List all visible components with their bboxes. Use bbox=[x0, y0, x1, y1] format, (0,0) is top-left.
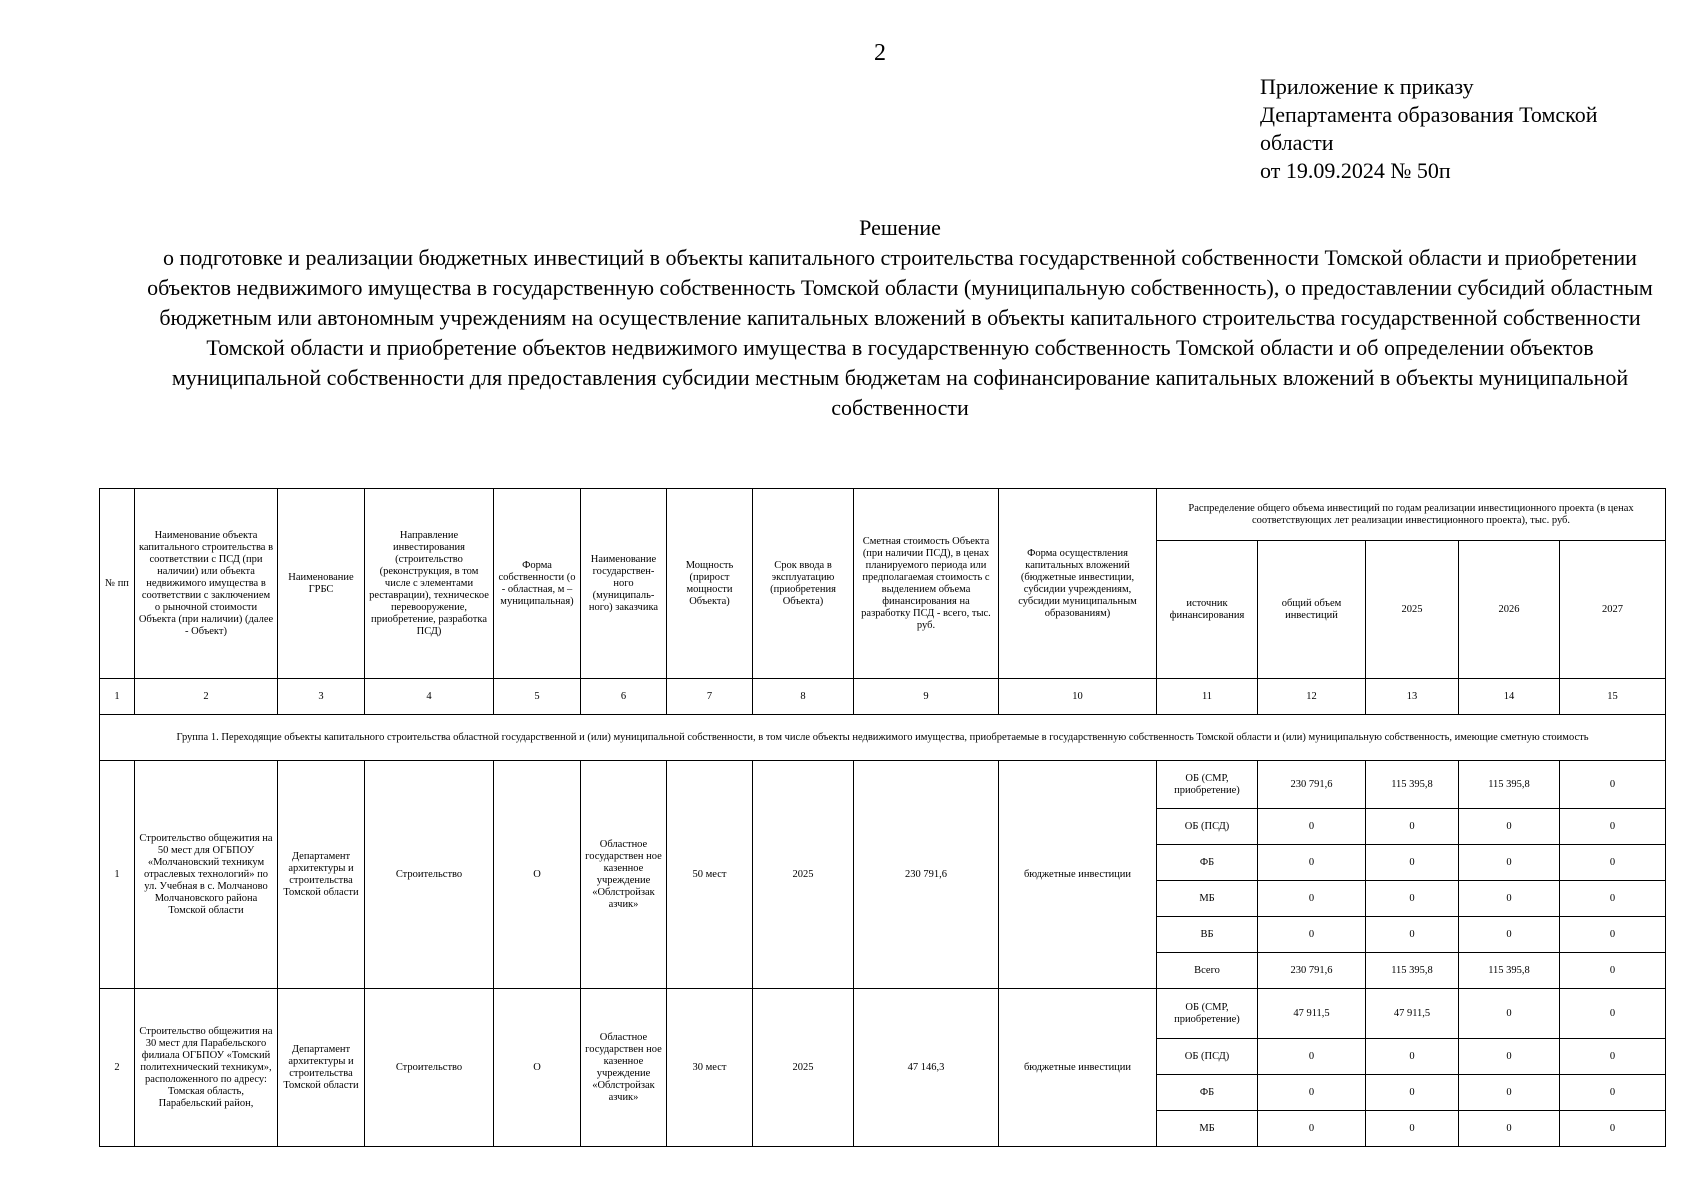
cell-2025: 0 bbox=[1366, 1039, 1459, 1075]
object-term: 2025 bbox=[753, 989, 854, 1147]
cell-source: Всего bbox=[1157, 953, 1258, 989]
header-distribution: Распределение общего объема инвестиций по годам реализации инвестиционного проекта (в ценах соответствующих лет реализации инвестиционного проекта), тыс. руб. bbox=[1157, 489, 1666, 541]
cell-source: ОБ (ПСД) bbox=[1157, 1039, 1258, 1075]
cell-2025: 0 bbox=[1366, 917, 1459, 953]
header-grbs: Наименование ГРБС bbox=[278, 489, 365, 679]
title-heading: Решение bbox=[859, 215, 941, 240]
object-ownership: О bbox=[494, 989, 581, 1147]
column-number: 9 bbox=[854, 679, 999, 715]
cell-total: 0 bbox=[1258, 1039, 1366, 1075]
object-capacity: 30 мест bbox=[667, 989, 753, 1147]
table-row bbox=[100, 761, 1666, 809]
column-number: 10 bbox=[999, 679, 1157, 715]
cell-2025: 47 911,5 bbox=[1366, 989, 1459, 1039]
object-num: 2 bbox=[100, 989, 135, 1147]
appendix-line: Приложение к приказу bbox=[1260, 74, 1474, 99]
column-number: 4 bbox=[365, 679, 494, 715]
cell-source: ОБ (ПСД) bbox=[1157, 809, 1258, 845]
header-direction: Направление инвестирования (строительство (реконструкция, в том числе с элементами реставрации), техническое перевооружение, приобретение, разработка ПСД) bbox=[365, 489, 494, 679]
cell-source: ФБ bbox=[1157, 845, 1258, 881]
cell-2025: 0 bbox=[1366, 1111, 1459, 1147]
cell-total: 0 bbox=[1258, 809, 1366, 845]
cell-total: 230 791,6 bbox=[1258, 761, 1366, 809]
column-number: 7 bbox=[667, 679, 753, 715]
appendix-line: области bbox=[1260, 130, 1334, 155]
cell-2026: 0 bbox=[1459, 1039, 1560, 1075]
header-ownership: Форма собственности (о - областная, м – муниципальная) bbox=[494, 489, 581, 679]
object-grbs: Департамент архитектуры и строительства Томской области bbox=[278, 761, 365, 989]
cell-2027: 0 bbox=[1560, 917, 1666, 953]
cell-source: ОБ (СМР, приобретение) bbox=[1157, 761, 1258, 809]
column-number: 14 bbox=[1459, 679, 1560, 715]
column-number: 2 bbox=[135, 679, 278, 715]
object-ownership: О bbox=[494, 761, 581, 989]
header-year-2026: 2026 bbox=[1459, 541, 1560, 679]
cell-total: 0 bbox=[1258, 881, 1366, 917]
object-cost: 47 146,3 bbox=[854, 989, 999, 1147]
header-year-2027: 2027 bbox=[1560, 541, 1666, 679]
column-number: 13 bbox=[1366, 679, 1459, 715]
column-number: 8 bbox=[753, 679, 854, 715]
cell-2026: 0 bbox=[1459, 809, 1560, 845]
cell-2025: 0 bbox=[1366, 809, 1459, 845]
object-capacity: 50 мест bbox=[667, 761, 753, 989]
object-cost: 230 791,6 bbox=[854, 761, 999, 989]
column-number: 5 bbox=[494, 679, 581, 715]
cell-source: МБ bbox=[1157, 881, 1258, 917]
cell-2027: 0 bbox=[1560, 953, 1666, 989]
cell-total: 47 911,5 bbox=[1258, 989, 1366, 1039]
object-term: 2025 bbox=[753, 761, 854, 989]
cell-2027: 0 bbox=[1560, 881, 1666, 917]
cell-total: 0 bbox=[1258, 917, 1366, 953]
cell-source: МБ bbox=[1157, 1111, 1258, 1147]
header-year-2025: 2025 bbox=[1366, 541, 1459, 679]
cell-2026: 0 bbox=[1459, 881, 1560, 917]
cell-total: 0 bbox=[1258, 1111, 1366, 1147]
column-number: 6 bbox=[581, 679, 667, 715]
column-number: 3 bbox=[278, 679, 365, 715]
header-object-name: Наименование объекта капитального строительства в соответствии с ПСД (при наличии) или объекта недвижимого имущества в соответствии с заключением о рыночной стоимости Объекта (при наличии) (далее - Объект) bbox=[135, 489, 278, 679]
cell-total: 0 bbox=[1258, 1075, 1366, 1111]
cell-source: ФБ bbox=[1157, 1075, 1258, 1111]
column-number: 1 bbox=[100, 679, 135, 715]
header-form: Форма осуществления капитальных вложений (бюджетные инвестиции, субсидии учреждениям, субсидии муниципальным образованиям) bbox=[999, 489, 1157, 679]
object-num: 1 bbox=[100, 761, 135, 989]
cell-2026: 0 bbox=[1459, 1075, 1560, 1111]
investment-table bbox=[99, 488, 1666, 1147]
cell-2026: 0 bbox=[1459, 989, 1560, 1039]
column-number: 12 bbox=[1258, 679, 1366, 715]
appendix-line: Департамента образования Томской bbox=[1260, 102, 1598, 127]
cell-2027: 0 bbox=[1560, 809, 1666, 845]
title-body: о подготовке и реализации бюджетных инвестиций в объекты капитального строительства государственной собственности Томской области и приобретении объектов недвижимого имущества в государственную собственность Томской области (муниципальную собственность), о предоставлении субсидий областным бюджетным или автономным учреждениям на осуществление капитальных вложений в объекты капитального строительства государственной собственности Томской области и приобретение объектов недвижимого имущества в государственную собственность Томской области и об определении объектов муниципальной собственности для предоставления субсидии местным бюджетам на софинансирование капитальных вложений в объекты муниципальной собственности bbox=[147, 245, 1653, 420]
page-number: 2 bbox=[874, 40, 886, 66]
header-total: общий объем инвестиций bbox=[1258, 541, 1366, 679]
cell-2027: 0 bbox=[1560, 761, 1666, 809]
header-source: источник финансирования bbox=[1157, 541, 1258, 679]
header-term: Срок ввода в эксплуатацию (приобретения Объекта) bbox=[753, 489, 854, 679]
cell-2027: 0 bbox=[1560, 1039, 1666, 1075]
cell-2025: 0 bbox=[1366, 881, 1459, 917]
object-direction: Строительство bbox=[365, 761, 494, 989]
document-title bbox=[140, 213, 1660, 423]
cell-2026: 115 395,8 bbox=[1459, 953, 1560, 989]
header-customer: Наименование государствен-ного (муниципаль-ного) заказчика bbox=[581, 489, 667, 679]
cell-2026: 0 bbox=[1459, 917, 1560, 953]
cell-2026: 0 bbox=[1459, 1111, 1560, 1147]
object-name: Строительство общежития на 50 мест для ОГБПОУ «Молчановский техникум отраслевых технологий» по ул. Учебная в с. Молчаново Молчановского района Томской области bbox=[135, 761, 278, 989]
cell-2026: 0 bbox=[1459, 845, 1560, 881]
cell-total: 230 791,6 bbox=[1258, 953, 1366, 989]
appendix-line: от 19.09.2024 № 50п bbox=[1260, 158, 1451, 183]
cell-2027: 0 bbox=[1560, 845, 1666, 881]
cell-2025: 0 bbox=[1366, 845, 1459, 881]
cell-2027: 0 bbox=[1560, 1111, 1666, 1147]
cell-2025: 115 395,8 bbox=[1366, 953, 1459, 989]
cell-total: 0 bbox=[1258, 845, 1366, 881]
cell-source: ВБ bbox=[1157, 917, 1258, 953]
appendix-note bbox=[1260, 73, 1680, 185]
object-name: Строительство общежития на 30 мест для Парабельского филиала ОГБПОУ «Томский политехнический техникум», расположенного по адресу: Томская область, Парабельский район, bbox=[135, 989, 278, 1147]
cell-2025: 0 bbox=[1366, 1075, 1459, 1111]
header-capacity: Мощность (прирост мощности Объекта) bbox=[667, 489, 753, 679]
object-customer: Областное государствен ное казенное учреждение «Облстройзак азчик» bbox=[581, 761, 667, 989]
table-row bbox=[100, 989, 1666, 1039]
cell-2025: 115 395,8 bbox=[1366, 761, 1459, 809]
group-title: Группа 1. Переходящие объекты капитального строительства областной государственной и (или) муниципальной собственности, в том числе объекты недвижимого имущества, приобретаемые в государственную собственность Томской области и (или) муниципальную собственность, имеющие сметную стоимость bbox=[100, 715, 1666, 761]
header-num: № пп bbox=[100, 489, 135, 679]
object-form: бюджетные инвестиции bbox=[999, 989, 1157, 1147]
cell-source: ОБ (СМР, приобретение) bbox=[1157, 989, 1258, 1039]
cell-2027: 0 bbox=[1560, 1075, 1666, 1111]
cell-2026: 115 395,8 bbox=[1459, 761, 1560, 809]
object-direction: Строительство bbox=[365, 989, 494, 1147]
object-grbs: Департамент архитектуры и строительства Томской области bbox=[278, 989, 365, 1147]
cell-2027: 0 bbox=[1560, 989, 1666, 1039]
column-number: 15 bbox=[1560, 679, 1666, 715]
column-number: 11 bbox=[1157, 679, 1258, 715]
object-customer: Областное государствен ное казенное учреждение «Облстройзак азчик» bbox=[581, 989, 667, 1147]
header-cost: Сметная стоимость Объекта (при наличии ПСД), в ценах планируемого периода или предполагаемая стоимость с выделением объема финансирования на разработку ПСД - всего, тыс. руб. bbox=[854, 489, 999, 679]
object-form: бюджетные инвестиции bbox=[999, 761, 1157, 989]
